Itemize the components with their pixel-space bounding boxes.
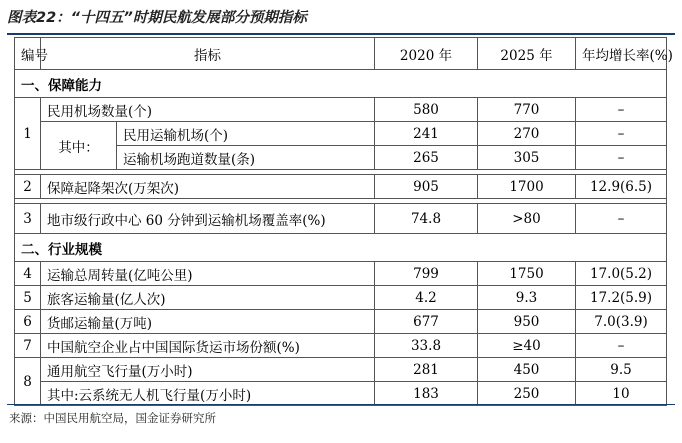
indicator-cell: 民用运输机场(个): [117, 122, 375, 146]
growth-rate: 17.0(5.2): [576, 262, 667, 286]
indicator-cell: 运输总周转量(亿吨公里): [41, 262, 375, 286]
table-row: [15, 98, 667, 122]
growth-rate: 12.9(6.5): [576, 175, 667, 199]
growth-rate: –: [576, 98, 667, 122]
indicator-cell: 中国航空企业占中国国际货运市场份额(%): [41, 334, 375, 358]
section-title: 一、保障能力: [15, 70, 667, 98]
table-row: [15, 204, 667, 234]
header-row: [15, 38, 667, 70]
value-2025: 1750: [478, 262, 576, 286]
value-2020: 265: [375, 146, 478, 170]
growth-rate: –: [576, 204, 667, 234]
header-growth: 年均增长率(%): [576, 38, 667, 70]
row-number: 2: [15, 175, 41, 199]
title-rule: [7, 33, 675, 35]
row-number: 7: [15, 334, 41, 358]
section-title: 二、行业规模: [15, 234, 667, 262]
value-2020: 677: [375, 310, 478, 334]
growth-rate: –: [576, 334, 667, 358]
indicator-cell: 地市级行政中心 60 分钟到运输机场覆盖率(%): [41, 204, 375, 234]
value-2020: 183: [375, 382, 478, 406]
row-number: 5: [15, 286, 41, 310]
value-2025: 1700: [478, 175, 576, 199]
indicator-cell: 保障起降架次(万架次): [41, 175, 375, 199]
row-number: 6: [15, 310, 41, 334]
section-row: [15, 70, 667, 98]
row-number: 3: [15, 204, 41, 234]
value-2020: 580: [375, 98, 478, 122]
indicators-table: [14, 37, 673, 406]
indicator-cell: 运输机场跑道数量(条): [117, 146, 375, 170]
value-2025: 305: [478, 146, 576, 170]
value-2025: ≥40: [478, 334, 576, 358]
source-rule: [7, 404, 675, 405]
table-row: [15, 175, 667, 199]
indicator-cell: 其中:云系统无人机飞行量(万小时): [41, 382, 375, 406]
figure-title: 图表22：“十四五”时期民航发展部分预期指标: [7, 10, 307, 26]
table-row: [15, 262, 667, 286]
subgroup-label: 其中：: [41, 122, 117, 170]
value-2020: 799: [375, 262, 478, 286]
table-row: [15, 382, 667, 406]
row-number: 4: [15, 262, 41, 286]
table-row: [15, 122, 667, 146]
growth-rate: 17.2(5.9): [576, 286, 667, 310]
table-row: [15, 286, 667, 310]
growth-rate: –: [576, 122, 667, 146]
value-2025: 9.3: [478, 286, 576, 310]
value-2025: 270: [478, 122, 576, 146]
indicator-cell: 通用航空飞行量(万小时): [41, 358, 375, 382]
growth-rate: 7.0(3.9): [576, 310, 667, 334]
indicator-cell: 民用机场数量(个): [41, 98, 375, 122]
value-2025: >80: [478, 204, 576, 234]
header-2025: 2025 年: [478, 38, 576, 70]
row-number: 8: [15, 358, 41, 406]
value-2020: 281: [375, 358, 478, 382]
value-2025: 450: [478, 358, 576, 382]
row-number: 1: [15, 98, 41, 170]
header-2020: 2020 年: [375, 38, 478, 70]
value-2020: 33.8: [375, 334, 478, 358]
value-2025: 770: [478, 98, 576, 122]
growth-rate: –: [576, 146, 667, 170]
indicator-cell: 旅客运输量(亿人次): [41, 286, 375, 310]
value-2020: 4.2: [375, 286, 478, 310]
section-row: [15, 234, 667, 262]
value-2020: 905: [375, 175, 478, 199]
value-2020: 74.8: [375, 204, 478, 234]
value-2025: 250: [478, 382, 576, 406]
header-no: 编号: [15, 38, 41, 70]
value-2020: 241: [375, 122, 478, 146]
table-row: [15, 358, 667, 382]
table-row: [15, 334, 667, 358]
source-note: 来源：中国民用航空局，国金证券研究所: [9, 411, 216, 425]
header-indicator: 指标: [41, 38, 375, 70]
value-2025: 950: [478, 310, 576, 334]
table-row: [15, 310, 667, 334]
growth-rate: 10: [576, 382, 667, 406]
indicator-cell: 货邮运输量(万吨): [41, 310, 375, 334]
growth-rate: 9.5: [576, 358, 667, 382]
